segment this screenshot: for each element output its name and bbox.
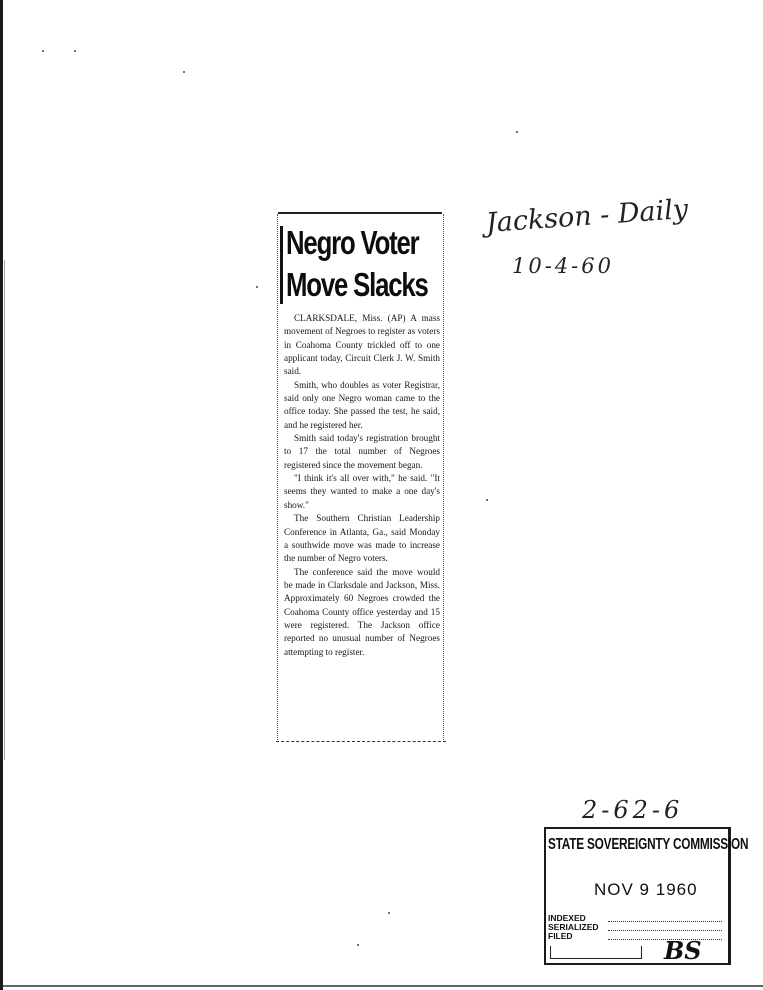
clipping-body: [284, 312, 440, 659]
scan-speck: [183, 71, 185, 73]
clipping-top-rule: [278, 212, 442, 214]
stamp-field-filed: FILED: [548, 932, 724, 941]
scan-speck: [388, 912, 390, 914]
handwritten-source: Jackson - Daily: [484, 193, 690, 239]
stamp-blank-box: [550, 946, 642, 959]
headline-line-2: Move Slacks: [286, 266, 428, 303]
headline-line-1: Negro Voter: [286, 224, 419, 261]
stamp-field-indexed: INDEXED: [548, 914, 724, 923]
clipping-column-bar: [280, 226, 283, 304]
clipping-headline: [286, 222, 428, 306]
article-paragraph: The conference said the move would be made in Clarksdale and Jackson, Miss. Approximately 60 Negroes crowded the Coahoma County office yesterday and 15 were registered. The Jackson office reported no unusual number of Negroes attempting to register.: [284, 566, 440, 657]
scan-speck: [256, 286, 258, 288]
article-paragraph: Smith, who doubles as voter Registrar, said only one Negro woman came to the office today. She passed the test, he said, and he registered her.: [284, 379, 440, 430]
article-paragraph: Smith said today's registration brought to 17 the total number of Negroes registered since the movement began.: [284, 433, 440, 470]
article-paragraph: The Southern Christian Leadership Conference in Atlanta, Ga., said Monday a southwide move was made to increase the number of Negro voters.: [284, 513, 440, 564]
scan-speck: [42, 50, 44, 52]
clipping-bottom-rule: [276, 741, 446, 742]
scan-speck: [74, 50, 76, 52]
scan-left-edge: [0, 0, 3, 990]
stamp-field-serialized: SERIALIZED: [548, 923, 724, 932]
scan-speck: [486, 499, 488, 501]
article-paragraph: CLARKSDALE, Miss. (AP) A mass movement of Negroes to register as voters in Coahoma County trickled off to one applicant today, Circuit Clerk J. W. Smith said.: [284, 313, 440, 377]
scan-bottom-edge: [0, 985, 763, 987]
clipping-left-edge: [277, 214, 278, 740]
stamp-handwritten-initial: BS: [664, 936, 702, 965]
scan-left-shadow: [4, 260, 5, 760]
stamp-date: NOV 9 1960: [594, 880, 698, 899]
scan-speck: [357, 944, 359, 946]
handwritten-date: 10-4-60: [512, 254, 614, 278]
article-paragraph: "I think it's all over with," he said. "It seems they wanted to make a one day's show.": [284, 473, 440, 510]
scan-speck: [516, 131, 518, 133]
handwritten-file-number: 2-62-6: [582, 796, 684, 824]
stamp-title: STATE SOVEREIGNTY COMMISSION: [548, 836, 749, 853]
clipping-right-edge: [443, 214, 444, 740]
